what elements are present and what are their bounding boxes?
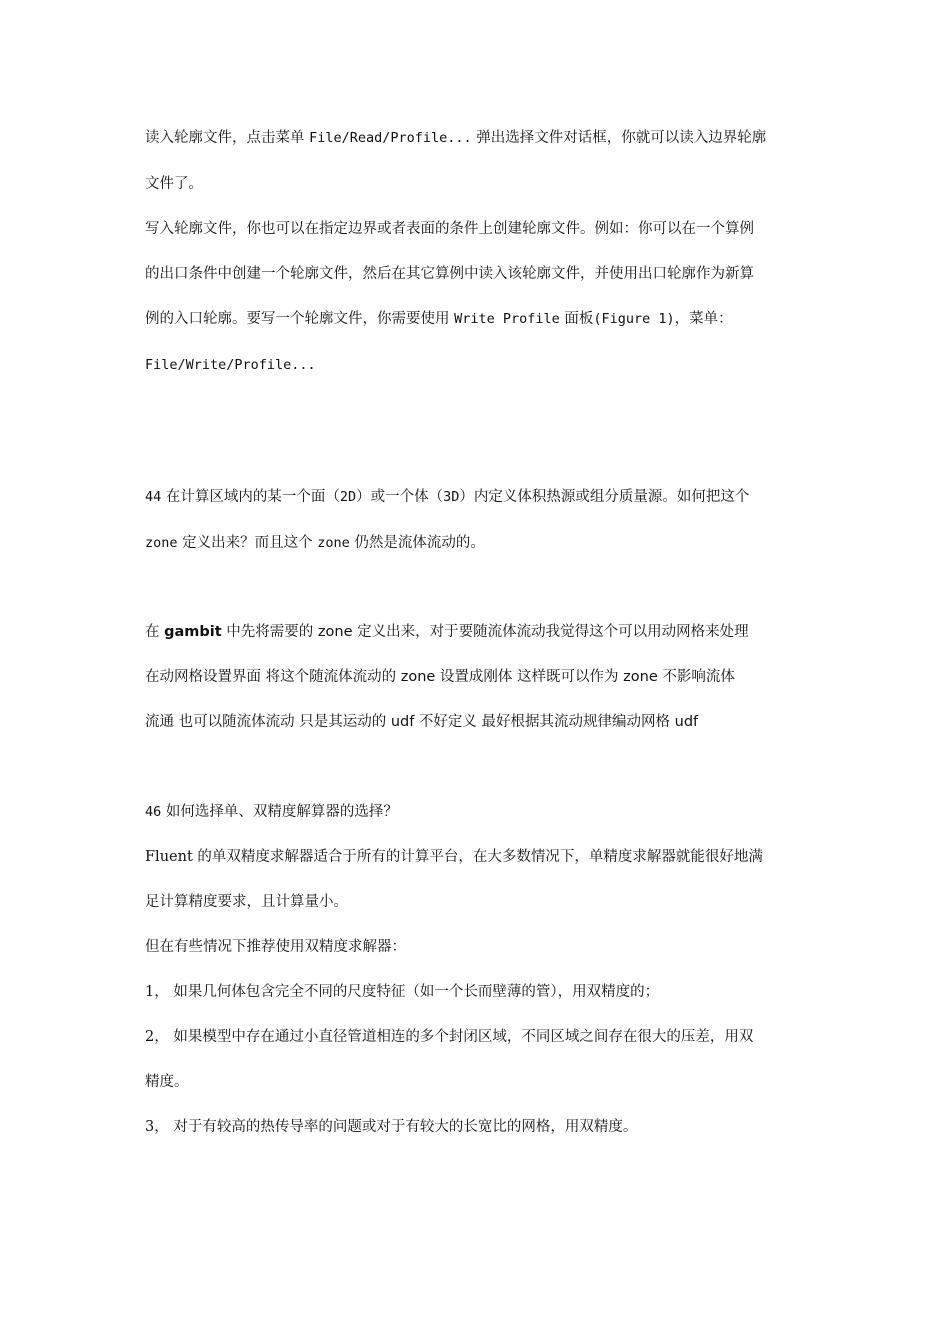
para2-line2: 的出口条件中创建一个轮廓文件，然后在其它算例中读入该轮廓文件，并使用出口轮廓作为新算: [145, 266, 754, 282]
ans44-line1: 在 gambit 中先将需要的 zone 定义出来，对于要随流体流动我觉得这个可以用动网格来处理: [145, 624, 749, 640]
para1-line2: 文件了。: [145, 176, 203, 192]
question-number: 44: [145, 489, 162, 505]
list-item-number: 1，: [145, 984, 169, 1000]
q46-title: 46 如何选择单、双精度解算器的选择？: [145, 804, 398, 820]
ans44-line2: 在动网格设置界面 将这个随流体流动的 zone 设置成刚体 这样既可以作为 zone 不影响流体: [145, 669, 735, 685]
list-item: 3， 对于有较高的热传导率的问题或对于有较大的长宽比的网格，用双精度。: [145, 1119, 638, 1135]
q44-line2: zone 定义出来？而且这个 zone 仍然是流体流动的。: [145, 535, 485, 551]
menu-path: File/Read/Profile...: [309, 130, 472, 146]
ans44-line3: 流通 也可以随流体流动 只是其运动的 udf 不好定义 最好根据其流动规律编动网格 udf: [145, 714, 699, 730]
q46-line2: 足计算精度要求，且计算量小。: [145, 894, 348, 910]
list-item-number: 3，: [145, 1119, 169, 1135]
panel-name: Write Profile: [454, 311, 560, 327]
list-item-continuation: 精度。: [145, 1074, 189, 1090]
list-item: 1， 如果几何体包含完全不同的尺度特征（如一个长而壁薄的管），用双精度的；: [145, 984, 660, 1000]
q46-line1: Fluent 的单双精度求解器适合于所有的计算平台，在大多数情况下，单精度求解器就能很好地满: [145, 849, 763, 865]
q46-line3: 但在有些情况下推荐使用双精度求解器：: [145, 939, 406, 955]
menu-path-write: File/Write/Profile...: [145, 357, 316, 373]
q44-line1: 44 在计算区域内的某一个面（2D）或一个体（3D）内定义体积热源或组分质量源。如何把这个: [145, 489, 750, 505]
para2-line1: 写入轮廓文件，你也可以在指定边界或者表面的条件上创建轮廓文件。例如：你可以在一个算例: [145, 221, 754, 237]
list-item: 2， 如果模型中存在通过小直径管道相连的多个封闭区域，不同区域之间存在很大的压差，用双: [145, 1029, 754, 1045]
list-item-number: 2，: [145, 1029, 169, 1045]
para1-line1: 读入轮廓文件，点击菜单 File/Read/Profile... 弹出选择文件对话框，你就可以读入边界轮廓: [145, 130, 767, 146]
figure-ref: (Figure 1): [593, 311, 675, 327]
para2-line3: 例的入口轮廓。要写一个轮廓文件，你需要使用 Write Profile 面板(Figure 1)，菜单：: [145, 311, 733, 327]
question-number: 46: [145, 804, 162, 820]
gambit-term: gambit: [164, 624, 222, 640]
